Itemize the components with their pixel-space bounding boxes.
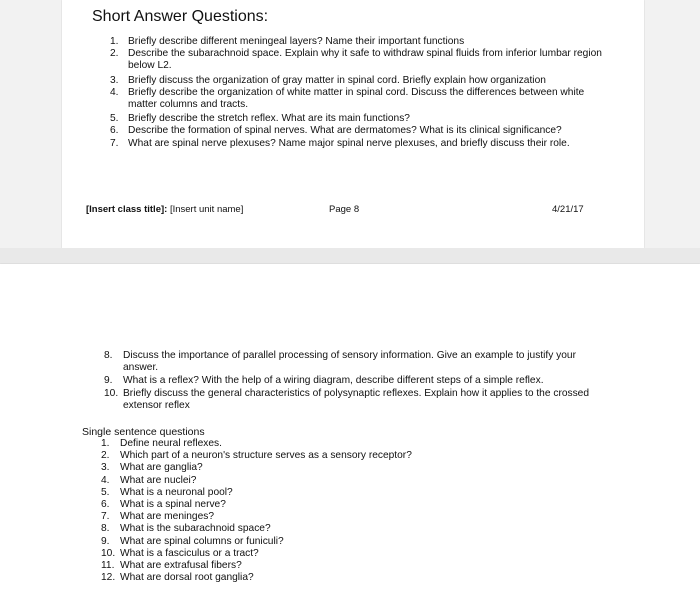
question-item xyxy=(101,511,501,523)
question-number: 11. xyxy=(101,560,115,572)
question-text: What is a neuronal pool? xyxy=(120,486,233,498)
question-text: What are spinal nerve plexuses? Name major spinal nerve plexuses, and briefly discuss their role. xyxy=(128,137,570,149)
question-number: 8. xyxy=(104,350,113,361)
page-divider xyxy=(0,248,700,264)
question-number: 3. xyxy=(110,74,119,86)
question-item xyxy=(110,36,610,48)
question-number: 6. xyxy=(101,499,110,511)
question-text: Briefly describe the organization of white matter in spinal cord. Discuss the differences between white matter columns and tracts. xyxy=(128,86,585,111)
question-number: 8. xyxy=(101,523,110,535)
question-text: Which part of a neuron's structure serves as a sensory receptor? xyxy=(120,450,412,462)
question-number: 12. xyxy=(101,572,116,584)
short-answer-list xyxy=(110,36,610,150)
question-number: 2. xyxy=(110,48,119,60)
question-text: Briefly describe different meningeal layers? Name their important functions xyxy=(128,36,465,47)
question-text: What are meninges? xyxy=(120,511,215,523)
single-sentence-heading: Single sentence questions xyxy=(82,426,205,438)
footer-page-number: Page 8 xyxy=(329,204,360,215)
question-text: Discuss the importance of parallel processing of sensory information. Give an example to justify your answer. xyxy=(123,350,576,374)
question-text: What are extrafusal fibers? xyxy=(120,560,242,572)
question-number: 4. xyxy=(101,474,110,486)
question-text: What is a spinal nerve? xyxy=(120,499,226,511)
footer-unit-name: [Insert unit name] xyxy=(167,204,244,215)
short-answer-list-continued xyxy=(104,350,604,412)
question-item xyxy=(104,388,604,412)
question-item xyxy=(101,475,501,487)
question-number: 10. xyxy=(101,547,116,559)
question-number: 1. xyxy=(101,438,110,449)
question-text: What are dorsal root ganglia? xyxy=(120,572,254,584)
question-text: What is the subarachnoid space? xyxy=(120,523,271,535)
document-page-top xyxy=(62,0,644,248)
question-item xyxy=(101,462,501,474)
question-number: 1. xyxy=(110,36,119,47)
question-text: Describe the subarachnoid space. Explain why it safe to withdraw spinal fluids from inferior lumbar region below L2. xyxy=(128,48,602,72)
question-number: 2. xyxy=(101,450,110,462)
question-text: What are nuclei? xyxy=(120,474,197,486)
question-number: 10. xyxy=(104,387,119,399)
question-text: Briefly describe the stretch reflex. What are its main functions? xyxy=(128,113,410,125)
question-item xyxy=(101,572,501,584)
question-item xyxy=(110,138,610,150)
question-text: Briefly discuss the organization of gray matter in spinal cord. Briefly explain how organization xyxy=(128,74,546,86)
question-item xyxy=(110,48,610,72)
question-text: What are spinal columns or funiculi? xyxy=(120,535,284,547)
question-item xyxy=(104,350,604,374)
question-text: Describe the formation of spinal nerves. What are dermatomes? What is its clinical significance? xyxy=(128,125,562,137)
question-number: 9. xyxy=(104,375,113,387)
question-text: Briefly discuss the general characteristics of polysynaptic reflexes. Explain how it applies to the crossed extensor reflex xyxy=(123,387,590,411)
question-text: Define neural reflexes. xyxy=(120,438,222,449)
question-number: 5. xyxy=(110,113,119,125)
document-page-bottom xyxy=(0,264,700,611)
question-item xyxy=(101,438,501,450)
footer-class-title: [Insert class title]: xyxy=(86,204,168,215)
section-heading: Short Answer Questions: xyxy=(92,8,269,25)
question-item xyxy=(110,113,610,125)
question-number: 7. xyxy=(101,511,110,523)
question-text: What are ganglia? xyxy=(120,462,203,474)
question-item xyxy=(104,375,604,387)
question-item xyxy=(101,548,501,560)
question-item xyxy=(110,125,610,137)
single-sentence-list xyxy=(101,438,501,584)
question-number: 7. xyxy=(110,137,119,149)
footer-class-unit xyxy=(86,204,243,215)
question-number: 5. xyxy=(101,486,110,498)
question-text: What is a fasciculus or a tract? xyxy=(120,547,259,559)
question-number: 4. xyxy=(110,86,119,98)
question-item xyxy=(101,536,501,548)
question-item xyxy=(101,487,501,499)
question-item xyxy=(101,560,501,572)
question-item xyxy=(110,87,610,111)
question-item xyxy=(101,499,501,511)
question-number: 6. xyxy=(110,125,119,137)
question-number: 9. xyxy=(101,535,110,547)
question-number: 3. xyxy=(101,462,110,474)
footer-date: 4/21/17 xyxy=(552,204,584,215)
question-text: What is a reflex? With the help of a wiring diagram, describe different steps of a simple reflex. xyxy=(123,375,544,387)
question-item xyxy=(101,523,501,535)
question-item xyxy=(110,75,610,87)
question-item xyxy=(101,450,501,462)
